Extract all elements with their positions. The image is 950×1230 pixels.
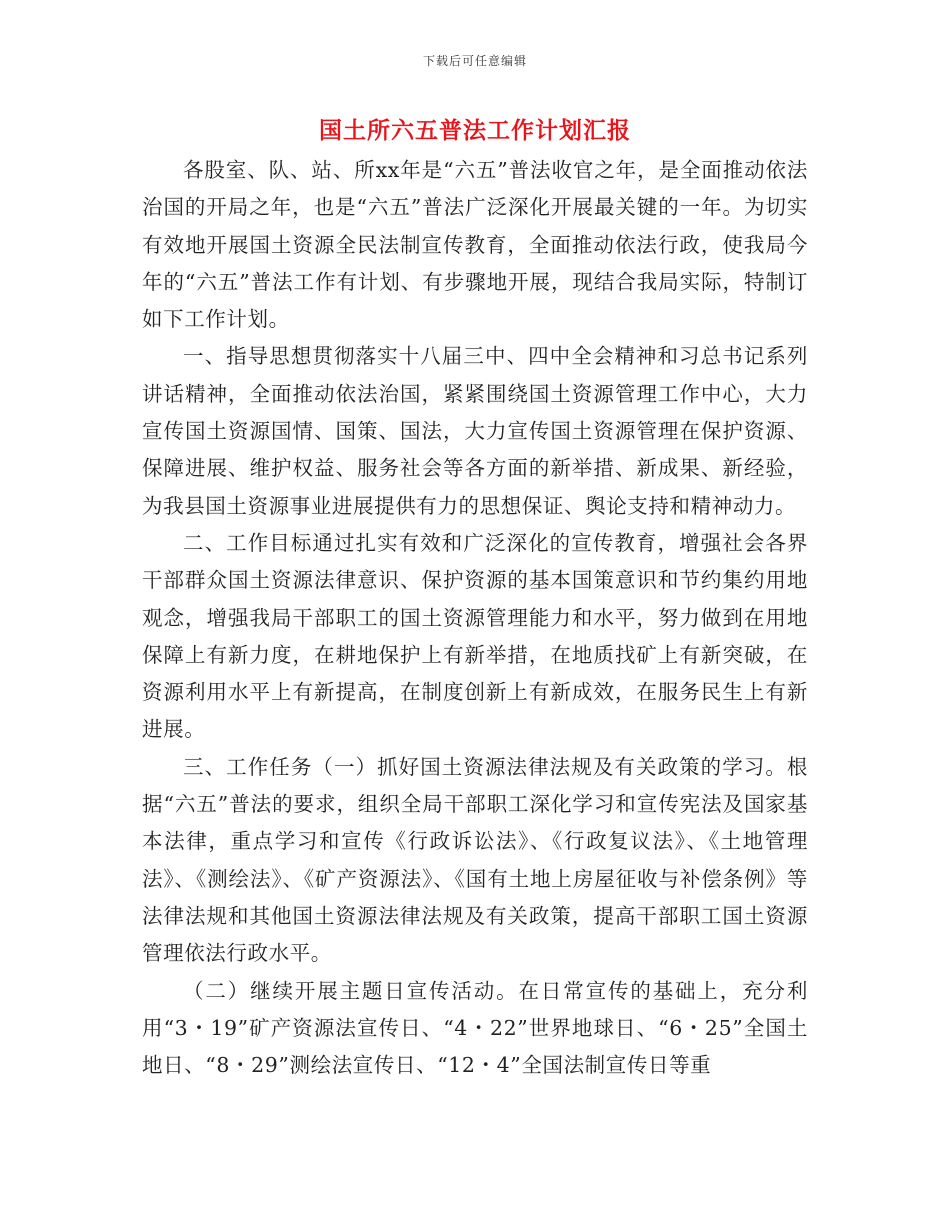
paragraph-work-tasks: 三、工作任务（一）抓好国土资源法律法规及有关政策的学习。根据“六五”普法的要求，组织全局干部职工深化学习和宣传宪法及国家基本法律，重点学习和宣传《行政诉讼法》、《行政复议法》、《土地管理法》、《测绘法》、《矿产资源法》、《国有土地上房屋征收与补偿条例》等法律法规和其他国土资源法律法规及有关政策，提高干部职工国土资源管理依法行政水平。 xyxy=(142,754,808,966)
paragraph-intro: 各股室、队、站、所xx年是“六五”普法收官之年，是全面推动依法治国的开局之年，也是“六五”普法广泛深化开展最关键的一年。为切实有效地开展国土资源全民法制宣传教育，全面推动依法行政，使我局今年的“六五”普法工作有计划、有步骤地开展，现结合我局实际，特制订如下工作计划。 xyxy=(142,158,808,332)
header-note: 下载后可任意编辑 xyxy=(422,54,527,68)
document-body xyxy=(142,152,808,1084)
paragraph-guiding-ideology: 一、指导思想贯彻落实十八届三中、四中全会精神和习总书记系列讲话精神，全面推动依法治国，紧紧围绕国土资源管理工作中心，大力宣传国土资源国情、国策、国法，大力宣传国土资源管理在保护资源、保障进展、维护权益、服务社会等各方面的新举措、新成果、新经验，为我县国土资源事业进展提供有力的思想保证、舆论支持和精神动力。 xyxy=(142,344,808,518)
document-title: 国土所六五普法工作计划汇报 xyxy=(319,117,631,144)
paragraph-work-goals: 二、工作目标通过扎实有效和广泛深化的宣传教育，增强社会各界干部群众国土资源法律意识、保护资源的基本国策意识和节约集约用地观念，增强我局干部职工的国土资源管理能力和水平，努力做到在用地保障上有新力度，在耕地保护上有新举措，在地质找矿上有新突破，在资源利用水平上有新提高，在制度创新上有新成效，在服务民生上有新进展。 xyxy=(142,530,808,742)
paragraph-theme-day-activities: （二）继续开展主题日宣传活动。在日常宣传的基础上，充分利用“3・19”矿产资源法宣传日、“4・22”世界地球日、“6・25”全国土地日、“8・29”测绘法宣传日、“12・4”全国法制宣传日等重 xyxy=(142,978,808,1078)
